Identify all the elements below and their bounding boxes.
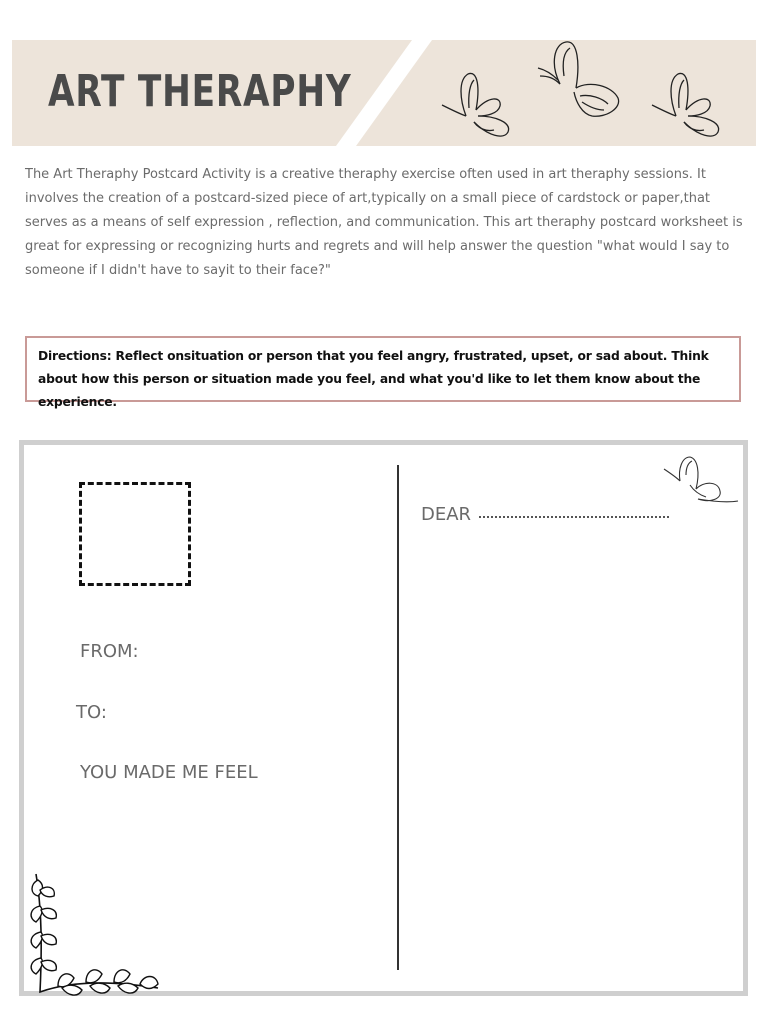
butterfly-icon (438, 70, 514, 142)
butterfly-icon (536, 40, 622, 124)
postcard (19, 440, 748, 996)
dear-line[interactable] (479, 502, 669, 518)
directions-text: Directions: Reflect onsituation or person that you feel angry, frustrated, upset, or sad about. Think about how this person or situation made you feel, and what you'd like to let them know about the experience. (38, 349, 709, 409)
intro-paragraph: The Art Theraphy Postcard Activity is a creative theraphy exercise often used in art theraphy sessions. It involves the creation of a postcard-sized piece of art,typically on a small piece of cardstock or paper,that serves as a means of self expression , reflection, and communication. This art theraphy postcard worksheet is great for expressing or recognizing hurts and regrets and will help answer the question "what would I say to someone if I didn't have to sayit to their face?" (25, 167, 743, 278)
directions-box (25, 336, 741, 409)
leaf-branch-icon (28, 870, 168, 1000)
butterfly-icon (650, 70, 726, 142)
page-title: ART THERAPHY (48, 66, 352, 117)
to-label: TO: (76, 702, 107, 723)
stamp-placeholder[interactable] (79, 482, 191, 586)
butterfly-icon (660, 455, 740, 511)
feel-label: YOU MADE ME FEEL (80, 762, 258, 783)
dear-label: DEAR (421, 504, 472, 525)
postcard-divider (397, 465, 399, 970)
from-label: FROM: (80, 641, 139, 662)
